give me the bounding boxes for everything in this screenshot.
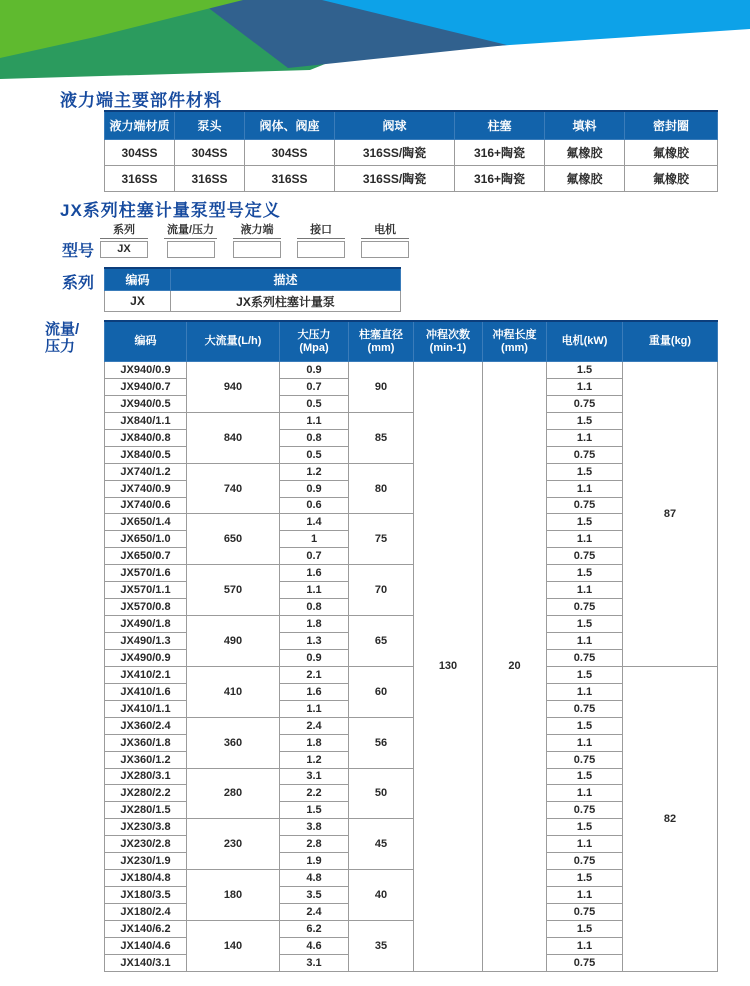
diameter-cell: 70	[349, 565, 414, 616]
spec-header-line2: (mm)	[501, 341, 528, 354]
code-cell: JX490/1.3	[105, 633, 187, 650]
diameter-cell: 60	[349, 666, 414, 717]
materials-cell: 316SS	[245, 166, 335, 192]
series-table	[104, 267, 401, 312]
code-cell: JX840/0.5	[105, 446, 187, 463]
code-cell: JX840/1.1	[105, 412, 187, 429]
motor-cell: 1.5	[547, 412, 623, 429]
pressure-cell: 1.8	[280, 734, 349, 751]
flow-pressure-table	[104, 320, 718, 972]
diameter-cell: 90	[349, 362, 414, 413]
code-cell: JX490/0.9	[105, 649, 187, 666]
spec-header-cell	[623, 321, 718, 362]
series-header-cell: 编码	[105, 268, 171, 291]
materials-cell: 氟橡胶	[545, 140, 625, 166]
pressure-cell: 3.1	[280, 768, 349, 785]
code-cell: JX650/1.0	[105, 531, 187, 548]
code-cell: JX940/0.7	[105, 378, 187, 395]
diameter-cell: 35	[349, 920, 414, 971]
materials-cell: 氟橡胶	[625, 166, 718, 192]
model-field-4	[297, 221, 345, 258]
model-field-3	[233, 221, 281, 258]
pressure-cell: 4.8	[280, 870, 349, 887]
pressure-cell: 2.2	[280, 785, 349, 802]
model-field-label: 电机	[361, 221, 409, 239]
materials-row	[105, 166, 718, 192]
code-cell: JX280/1.5	[105, 802, 187, 819]
materials-cell: 316+陶瓷	[455, 140, 545, 166]
motor-cell: 1.5	[547, 616, 623, 633]
pressure-cell: 1.3	[280, 633, 349, 650]
spec-header-cell	[187, 321, 280, 362]
diameter-cell: 40	[349, 870, 414, 921]
code-cell: JX180/3.5	[105, 887, 187, 904]
spec-header-line1: 冲程长度	[492, 328, 537, 341]
spec-header-cell	[414, 321, 483, 362]
spec-header-line1: 大压力	[297, 328, 331, 341]
motor-cell: 1.5	[547, 819, 623, 836]
pressure-cell: 1.6	[280, 565, 349, 582]
materials-cell: 316SS	[175, 166, 245, 192]
pressure-cell: 0.9	[280, 362, 349, 379]
series-cell: JX系列柱塞计量泵	[171, 291, 401, 312]
motor-cell: 1.1	[547, 633, 623, 650]
code-cell: JX410/1.1	[105, 700, 187, 717]
flow-cell: 140	[187, 920, 280, 971]
model-field-label: 流量/压力	[164, 221, 217, 239]
motor-cell: 1.5	[547, 565, 623, 582]
flow-label-line2: 压力	[45, 338, 76, 355]
spec-row	[105, 362, 718, 379]
pressure-cell: 1.6	[280, 683, 349, 700]
motor-cell: 0.75	[547, 497, 623, 514]
motor-cell: 1.1	[547, 531, 623, 548]
spec-header-cell	[280, 321, 349, 362]
motor-cell: 1.5	[547, 463, 623, 480]
motor-cell: 1.1	[547, 887, 623, 904]
model-field-1	[100, 221, 148, 258]
pressure-cell: 3.1	[280, 954, 349, 971]
motor-cell: 0.75	[547, 599, 623, 616]
diameter-cell: 85	[349, 412, 414, 463]
code-cell: JX570/1.1	[105, 582, 187, 599]
motor-cell: 1.5	[547, 717, 623, 734]
pressure-cell: 1.2	[280, 463, 349, 480]
code-cell: JX490/1.8	[105, 616, 187, 633]
motor-cell: 1.1	[547, 937, 623, 954]
stroke-length-cell: 20	[483, 362, 547, 972]
flow-cell: 180	[187, 870, 280, 921]
pressure-cell: 1.8	[280, 616, 349, 633]
code-cell: JX740/1.2	[105, 463, 187, 480]
spec-header-line2: (Mpa)	[299, 341, 329, 354]
pressure-cell: 0.6	[280, 497, 349, 514]
materials-header-cell: 柱塞	[455, 111, 545, 140]
weight-cell: 82	[623, 666, 718, 971]
model-field-label: 系列	[100, 221, 148, 239]
pressure-cell: 0.9	[280, 649, 349, 666]
materials-row	[105, 140, 718, 166]
series-row-label: 系列	[62, 275, 95, 292]
materials-cell: 304SS	[175, 140, 245, 166]
code-cell: JX840/0.8	[105, 429, 187, 446]
spec-header-cell	[349, 321, 414, 362]
diameter-cell: 65	[349, 616, 414, 667]
flow-label-line1: 流量/	[45, 321, 80, 338]
code-cell: JX140/3.1	[105, 954, 187, 971]
code-cell: JX280/3.1	[105, 768, 187, 785]
model-field-box	[361, 241, 409, 258]
motor-cell: 1.1	[547, 734, 623, 751]
materials-cell: 304SS	[105, 140, 175, 166]
code-cell: JX180/4.8	[105, 870, 187, 887]
flow-cell: 230	[187, 819, 280, 870]
motor-cell: 0.75	[547, 904, 623, 921]
spec-header-cell	[483, 321, 547, 362]
model-row-label: 型号	[62, 243, 95, 260]
spec-header-line2: (min-1)	[429, 341, 467, 354]
code-cell: JX230/2.8	[105, 836, 187, 853]
flow-cell: 740	[187, 463, 280, 514]
code-cell: JX360/2.4	[105, 717, 187, 734]
pressure-cell: 1.1	[280, 412, 349, 429]
flow-cell: 490	[187, 616, 280, 667]
pressure-cell: 0.8	[280, 599, 349, 616]
motor-cell: 1.5	[547, 920, 623, 937]
pressure-cell: 4.6	[280, 937, 349, 954]
materials-table	[104, 110, 718, 192]
materials-header-cell: 密封圈	[625, 111, 718, 140]
pressure-cell: 1.2	[280, 751, 349, 768]
spec-header-line1: 重量(kg)	[648, 335, 692, 347]
motor-cell: 1.1	[547, 429, 623, 446]
pressure-cell: 0.5	[280, 395, 349, 412]
motor-cell: 1.1	[547, 378, 623, 395]
model-field-2	[164, 221, 217, 258]
materials-cell: 316SS/陶瓷	[335, 166, 455, 192]
pressure-cell: 3.8	[280, 819, 349, 836]
code-cell: JX360/1.2	[105, 751, 187, 768]
pressure-cell: 6.2	[280, 920, 349, 937]
motor-cell: 1.5	[547, 514, 623, 531]
materials-header-cell: 液力端材质	[105, 111, 175, 140]
materials-header-cell: 阀体、阀座	[245, 111, 335, 140]
motor-cell: 0.75	[547, 802, 623, 819]
code-cell: JX410/2.1	[105, 666, 187, 683]
motor-cell: 1.5	[547, 870, 623, 887]
motor-cell: 0.75	[547, 751, 623, 768]
stroke-frequency-cell: 130	[414, 362, 483, 972]
materials-cell: 氟橡胶	[545, 166, 625, 192]
code-cell: JX280/2.2	[105, 785, 187, 802]
flow-cell: 650	[187, 514, 280, 565]
pressure-cell: 1.1	[280, 582, 349, 599]
motor-cell: 1.1	[547, 480, 623, 497]
spec-header-cell	[105, 321, 187, 362]
motor-cell: 1.1	[547, 582, 623, 599]
series-row	[105, 291, 401, 312]
code-cell: JX230/3.8	[105, 819, 187, 836]
flow-cell: 840	[187, 412, 280, 463]
spec-header-line1: 柱塞直径	[359, 328, 403, 341]
flow-cell: 410	[187, 666, 280, 717]
motor-cell: 0.75	[547, 446, 623, 463]
motor-cell: 0.75	[547, 548, 623, 565]
weight-cell: 87	[623, 362, 718, 667]
pressure-cell: 0.7	[280, 548, 349, 565]
code-cell: JX410/1.6	[105, 683, 187, 700]
spec-header-line1: 电机(kW)	[561, 335, 608, 347]
model-section-title: JX系列柱塞计量泵型号定义	[60, 201, 281, 220]
spec-header-line2: (mm)	[367, 341, 395, 354]
diameter-cell: 75	[349, 514, 414, 565]
motor-cell: 0.75	[547, 954, 623, 971]
pressure-cell: 1.1	[280, 700, 349, 717]
spec-row	[105, 666, 718, 683]
diameter-cell: 50	[349, 768, 414, 819]
spec-header-line1: 大流量(L/h)	[204, 335, 262, 347]
motor-cell: 1.5	[547, 362, 623, 379]
pressure-cell: 1.5	[280, 802, 349, 819]
pressure-cell: 2.4	[280, 717, 349, 734]
flow-cell: 360	[187, 717, 280, 768]
materials-cell: 316SS	[105, 166, 175, 192]
materials-cell: 304SS	[245, 140, 335, 166]
model-field-label: 液力端	[233, 221, 281, 239]
pressure-cell: 2.1	[280, 666, 349, 683]
model-field-label: 接口	[297, 221, 345, 239]
flow-cell: 280	[187, 768, 280, 819]
code-cell: JX570/0.8	[105, 599, 187, 616]
model-field-box: JX	[100, 241, 148, 258]
motor-cell: 0.75	[547, 649, 623, 666]
code-cell: JX360/1.8	[105, 734, 187, 751]
code-cell: JX230/1.9	[105, 853, 187, 870]
flow-pressure-row-label	[45, 321, 79, 355]
pressure-cell: 0.7	[280, 378, 349, 395]
pressure-cell: 1.9	[280, 853, 349, 870]
pressure-cell: 1	[280, 531, 349, 548]
spec-header-line1: 编码	[134, 335, 157, 347]
motor-cell: 0.75	[547, 700, 623, 717]
diameter-cell: 45	[349, 819, 414, 870]
pressure-cell: 3.5	[280, 887, 349, 904]
motor-cell: 1.1	[547, 683, 623, 700]
materials-header-cell: 阀球	[335, 111, 455, 140]
motor-cell: 1.5	[547, 768, 623, 785]
motor-cell: 1.1	[547, 785, 623, 802]
materials-cell: 氟橡胶	[625, 140, 718, 166]
model-field-box	[297, 241, 345, 258]
code-cell: JX140/4.6	[105, 937, 187, 954]
code-cell: JX650/0.7	[105, 548, 187, 565]
pressure-cell: 2.4	[280, 904, 349, 921]
materials-header-cell: 泵头	[175, 111, 245, 140]
motor-cell: 1.5	[547, 666, 623, 683]
spec-header-cell	[547, 321, 623, 362]
pressure-cell: 2.8	[280, 836, 349, 853]
flow-cell: 940	[187, 362, 280, 413]
materials-section-title: 液力端主要部件材料	[60, 91, 222, 110]
code-cell: JX650/1.4	[105, 514, 187, 531]
series-header-cell: 描述	[171, 268, 401, 291]
spec-header-line1: 冲程次数	[426, 328, 470, 341]
series-cell: JX	[105, 291, 171, 312]
code-cell: JX180/2.4	[105, 904, 187, 921]
motor-cell: 0.75	[547, 853, 623, 870]
flow-cell: 570	[187, 565, 280, 616]
model-field-box	[233, 241, 281, 258]
pressure-cell: 1.4	[280, 514, 349, 531]
code-cell: JX570/1.6	[105, 565, 187, 582]
motor-cell: 1.1	[547, 836, 623, 853]
model-code-fields	[100, 221, 409, 258]
code-cell: JX940/0.9	[105, 362, 187, 379]
materials-cell: 316+陶瓷	[455, 166, 545, 192]
motor-cell: 0.75	[547, 395, 623, 412]
diameter-cell: 80	[349, 463, 414, 514]
code-cell: JX940/0.5	[105, 395, 187, 412]
pressure-cell: 0.9	[280, 480, 349, 497]
header-banner	[0, 0, 750, 80]
pressure-cell: 0.5	[280, 446, 349, 463]
code-cell: JX140/6.2	[105, 920, 187, 937]
pressure-cell: 0.8	[280, 429, 349, 446]
model-field-box	[167, 241, 215, 258]
model-field-5	[361, 221, 409, 258]
code-cell: JX740/0.6	[105, 497, 187, 514]
materials-cell: 316SS/陶瓷	[335, 140, 455, 166]
code-cell: JX740/0.9	[105, 480, 187, 497]
diameter-cell: 56	[349, 717, 414, 768]
materials-header-cell: 填料	[545, 111, 625, 140]
